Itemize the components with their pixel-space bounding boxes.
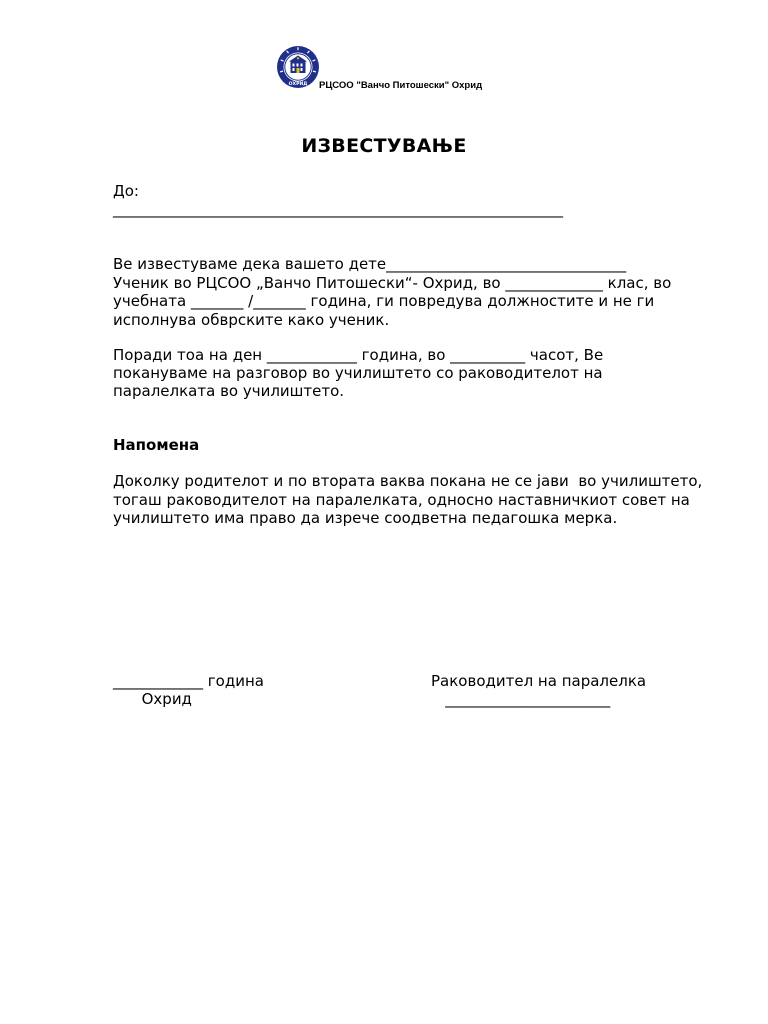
footer-date-line: ____________ година	[113, 672, 264, 690]
school-seal-logo-icon	[276, 44, 320, 92]
footer-signature-line: ______________________	[431, 690, 611, 708]
paragraph-1-line-3: учебната _______ /_______ година, ги повредува должностите и не ги	[113, 292, 655, 310]
paragraph-1-line-1: Ве известуваме дека вашето дете________________________________	[113, 255, 627, 273]
note-line-3: училиштето има право да изрече соодветна педагошка мерка.	[113, 509, 618, 527]
recipient-line: ____________________________________________________________	[113, 200, 563, 218]
note-heading: Напомена	[113, 436, 200, 454]
svg-text:ОХРИД: ОХРИД	[288, 82, 308, 88]
institution-name: РЦСОО "Ванчо Питошески" Охрид	[319, 80, 483, 91]
footer-place: Охрид	[113, 690, 192, 708]
paragraph-2-line-1: Поради тоа на ден ____________ година, во __________ часот, Ве	[113, 346, 604, 364]
paragraph-1-line-4: исполнува обврските како ученик.	[113, 310, 390, 329]
paragraph-2-line-2: покануваме на разговор во училиштето со раководителот на	[113, 364, 603, 382]
note-line-2: тогаш раководителот на паралелката, односно наставничкиот совет на	[113, 490, 690, 509]
recipient-label: До:	[113, 182, 139, 200]
note-line-1: Доколку родителот и по втората ваква покана не се јави во училиштето,	[113, 472, 703, 490]
footer-signatory-role: Раководител на паралелка	[431, 672, 647, 690]
paragraph-2-line-3: паралелката во училиштето.	[113, 382, 345, 400]
paragraph-1-line-2: Ученик во РЦСОО „Ванчо Питошески“- Охрид, во _____________ клас, во	[113, 273, 672, 292]
document-title: ИЗВЕСТУВАЊЕ	[301, 135, 467, 157]
